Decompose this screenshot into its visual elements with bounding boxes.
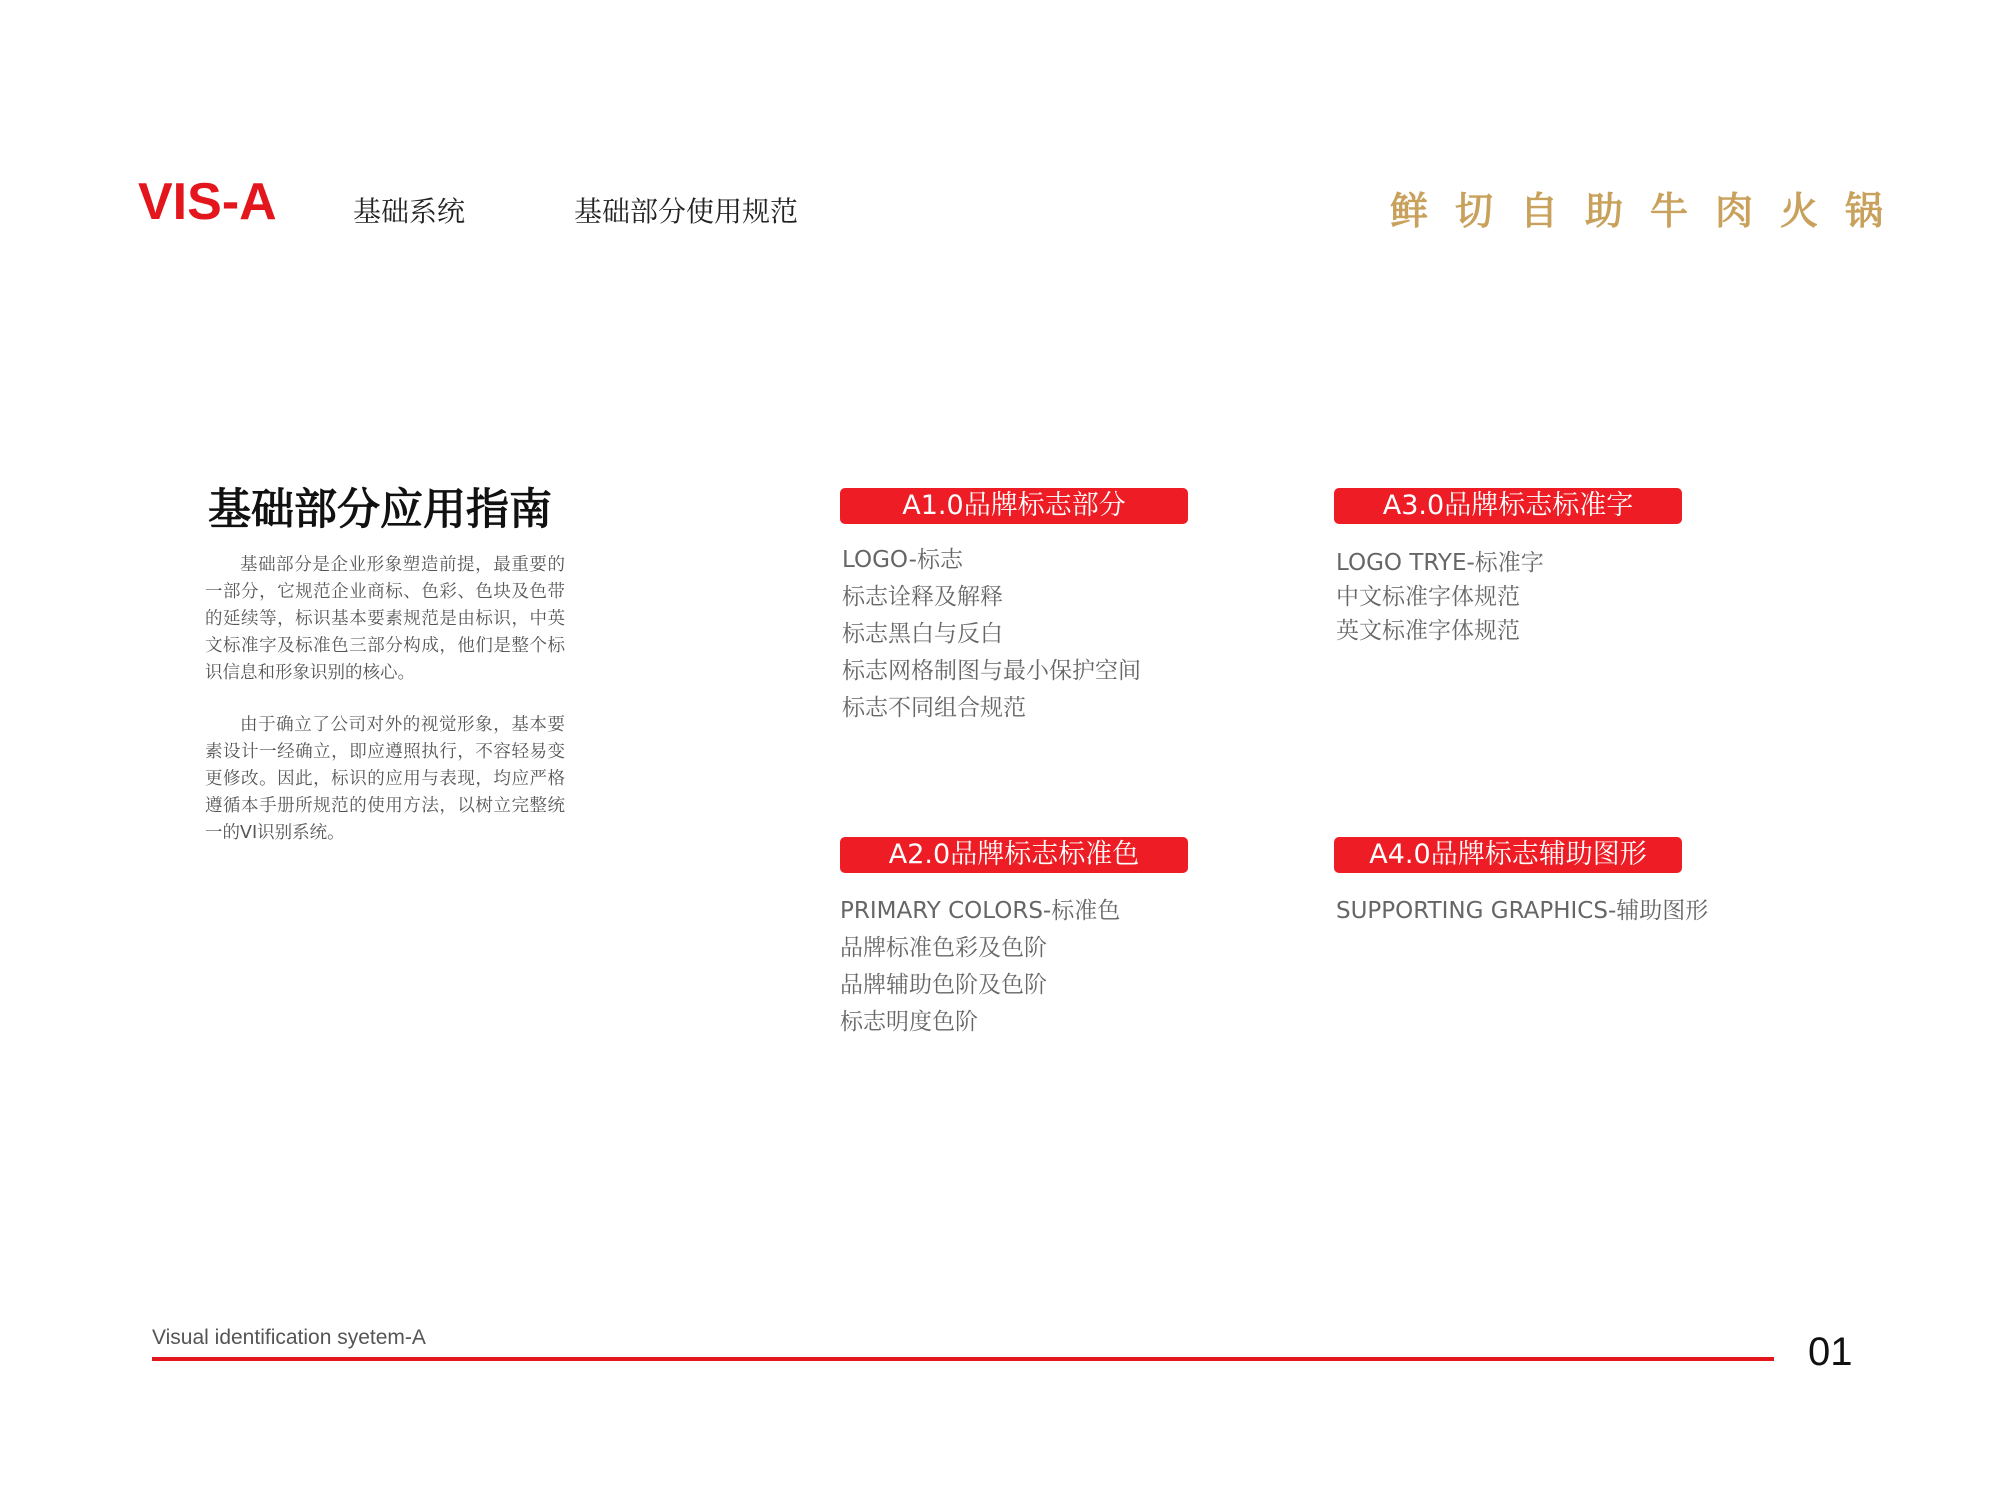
section-a3 bbox=[1334, 488, 1682, 648]
section-badge-a1: A1.0品牌标志部分 bbox=[840, 488, 1188, 524]
section-badge-a2: A2.0品牌标志标准色 bbox=[840, 837, 1188, 873]
list-item: 标志不同组合规范 bbox=[842, 695, 1026, 721]
section-a1 bbox=[840, 488, 1188, 727]
intro-paragraph-2: 由于确立了公司对外的视觉形象，基本要素设计一经确立，即应遵照执行，不容轻易变更修改。因此，标识的应用与表现，均应严格遵循本手册所规范的使用方法，以树立完整统一的VI识别系统。 bbox=[205, 715, 565, 843]
page-subtitle: 基础部分使用规范 bbox=[574, 195, 799, 228]
footer-caption: Visual identification syetem-A bbox=[152, 1326, 426, 1349]
list-item: 品牌标准色彩及色阶 bbox=[840, 935, 1047, 961]
list-item: 标志网格制图与最小保护空间 bbox=[842, 658, 1141, 684]
section-a2-items bbox=[840, 893, 1188, 1041]
intro-paragraph-1: 基础部分是企业形象塑造前提，最重要的一部分，它规范企业商标、色彩、色块及色带的延续等，标识基本要素规范是由标识，中英文标准字及标准色三部分构成，他们是整个标识信息和形象识别的核心。 bbox=[205, 555, 565, 683]
section-badge-a3: A3.0品牌标志标准字 bbox=[1334, 488, 1682, 524]
section-a4-items bbox=[1336, 893, 1708, 930]
list-item: SUPPORTING GRAPHICS-辅助图形 bbox=[1336, 898, 1709, 924]
list-item: 标志明度色阶 bbox=[840, 1009, 978, 1035]
section-a4 bbox=[1334, 837, 1708, 930]
list-item: 中文标准字体规范 bbox=[1336, 584, 1520, 610]
list-item: PRIMARY COLORS-标准色 bbox=[840, 898, 1121, 924]
section-code: VIS-A bbox=[138, 173, 277, 231]
section-badge-a4: A4.0品牌标志辅助图形 bbox=[1334, 837, 1682, 873]
page-number: 01 bbox=[1808, 1330, 1853, 1374]
list-item: 标志诠释及解释 bbox=[842, 584, 1003, 610]
guide-title: 基础部分应用指南 bbox=[208, 485, 552, 535]
list-item: 品牌辅助色阶及色阶 bbox=[840, 972, 1047, 998]
list-item: 标志黑白与反白 bbox=[842, 621, 1003, 647]
category-label: 基础系统 bbox=[353, 195, 466, 228]
list-item: LOGO TRYE-标准字 bbox=[1336, 550, 1544, 576]
brand-name: 鲜切自助牛肉火锅 bbox=[1390, 188, 1911, 233]
list-item: LOGO-标志 bbox=[842, 547, 963, 573]
section-a3-items bbox=[1336, 546, 1682, 648]
section-a1-items bbox=[842, 542, 1188, 727]
footer-divider bbox=[152, 1357, 1774, 1361]
section-a2 bbox=[840, 837, 1188, 1041]
list-item: 英文标准字体规范 bbox=[1336, 618, 1520, 644]
